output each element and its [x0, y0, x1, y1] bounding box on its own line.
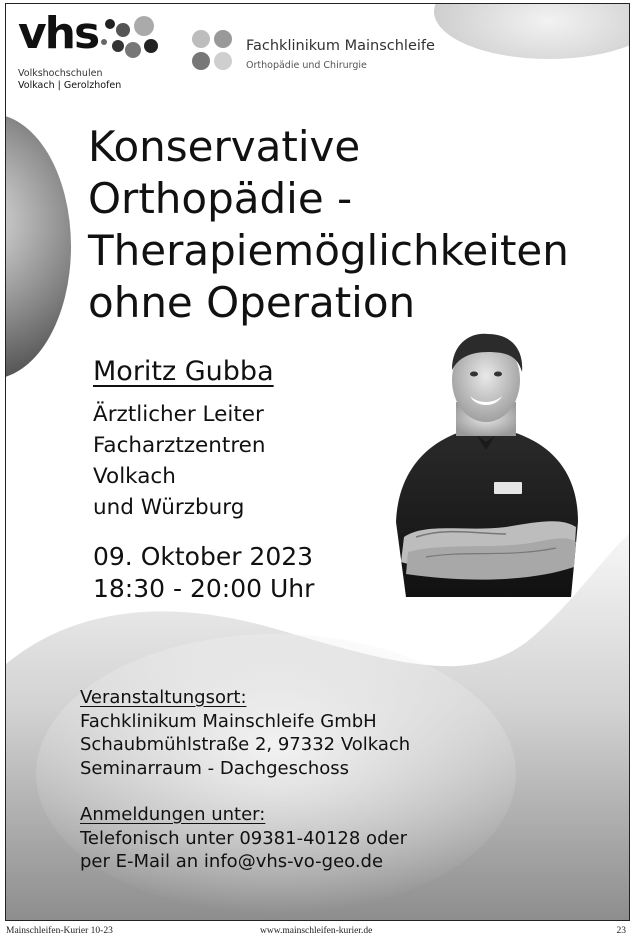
title-line: ohne Operation — [88, 278, 416, 327]
role-line: Ärztlicher Leiter — [93, 402, 264, 427]
venue-line: Seminarraum - Dachgeschoss — [80, 757, 350, 779]
role-line: Volkach — [93, 464, 176, 489]
event-info — [80, 686, 410, 874]
vhs-locations: Volkach | Gerolzhofen — [18, 80, 122, 91]
klinik-name: Fachklinikum Mainschleife — [246, 38, 435, 54]
venue-line: Fachklinikum Mainschleife GmbH — [80, 710, 377, 732]
vhs-subtitle: Volkshochschulen — [18, 68, 103, 79]
footer-page-number: 23 — [616, 926, 626, 936]
page-footer — [0, 926, 640, 944]
spacer — [80, 780, 410, 803]
decorative-sphere-left — [5, 114, 71, 379]
speaker-role — [93, 399, 266, 523]
title-line: Konservative — [88, 122, 361, 171]
advertisement-frame — [5, 3, 630, 921]
speaker-name: Moritz Gubba — [93, 356, 274, 387]
registration-heading: Anmeldungen unter: — [80, 804, 266, 825]
klinik-logo — [189, 26, 489, 76]
venue-heading: Veranstaltungsort: — [80, 687, 247, 708]
title-line: Orthopädie - — [88, 174, 353, 223]
speaker-photo — [386, 322, 586, 597]
vhs-logo-text: vhs — [18, 8, 99, 59]
registration-phone: Telefonisch unter 09381-40128 oder — [80, 827, 407, 849]
venue-line: Schaubmühlstraße 2, 97332 Volkach — [80, 734, 411, 755]
event-datetime — [93, 541, 314, 605]
vhs-logo — [18, 8, 168, 94]
event-time: 18:30 - 20:00 Uhr — [93, 574, 315, 603]
klinik-subtitle: Orthopädie und Chirurgie — [246, 60, 367, 71]
klinik-dots-icon — [189, 26, 237, 74]
event-title — [88, 121, 618, 329]
vhs-dots-icon — [96, 16, 166, 66]
role-line: Facharztzentren — [93, 433, 266, 458]
event-date: 09. Oktober 2023 — [93, 542, 314, 571]
footer-website: www.mainschleifen-kurier.de — [260, 926, 373, 936]
registration-email: per E-Mail an info@vhs-vo-geo.de — [80, 851, 384, 872]
title-line: Therapiemöglichkeiten — [88, 226, 569, 275]
role-line: und Würzburg — [93, 495, 245, 520]
footer-publication: Mainschleifen-Kurier 10-23 — [6, 926, 113, 936]
